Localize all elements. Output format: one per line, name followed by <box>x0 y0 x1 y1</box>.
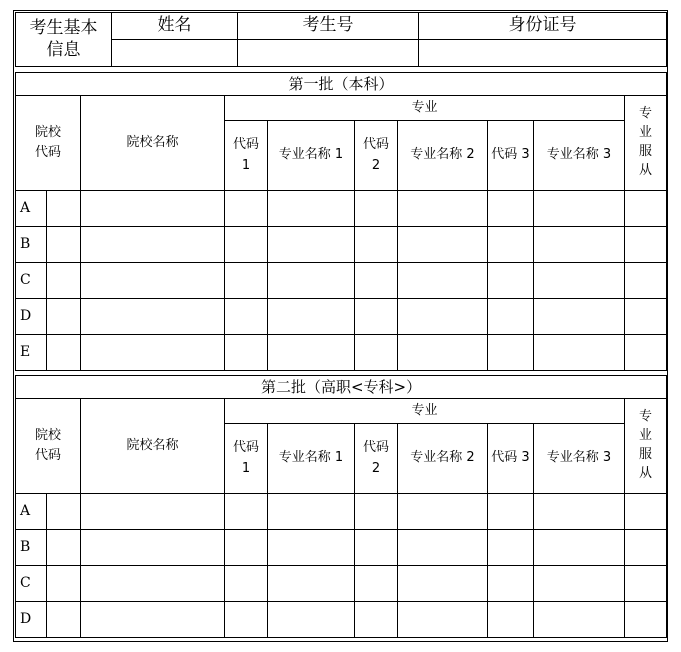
school-code-cell[interactable] <box>47 530 81 566</box>
code2-cell[interactable] <box>355 191 398 227</box>
school-code-cell[interactable] <box>47 566 81 602</box>
batch2-school-code-line2: 代码 <box>34 448 61 463</box>
batch2-major-header: 专业 <box>225 399 625 424</box>
batch1-obey-char-4: 从 <box>639 162 653 178</box>
code2-cell[interactable] <box>355 602 398 638</box>
table-row <box>16 335 667 371</box>
batch2-row-label: C <box>16 566 47 602</box>
batch1-code1-line2: 1 <box>241 157 251 173</box>
basic-info-label-line2: 信息 <box>46 40 81 61</box>
batch1-table <box>15 72 667 371</box>
batch2-title: 第二批（高职<专科>） <box>16 376 667 399</box>
batch2-major-obey-header <box>625 399 667 494</box>
batch1-row-label: E <box>16 335 47 371</box>
batch2-code2-line2: 2 <box>371 460 381 476</box>
basic-info-table <box>15 12 667 67</box>
school-name-cell[interactable] <box>81 494 225 530</box>
code2-cell[interactable] <box>355 227 398 263</box>
batch2-code1-header <box>225 424 268 494</box>
batch1-obey-char-2: 业 <box>639 125 653 141</box>
batch2-code1-line2: 1 <box>241 460 251 476</box>
code1-cell[interactable] <box>225 191 268 227</box>
code1-cell[interactable] <box>225 335 268 371</box>
batch1-code3-header: 代码 3 <box>488 121 534 191</box>
school-name-cell[interactable] <box>81 299 225 335</box>
major1-cell[interactable] <box>268 494 355 530</box>
batch2-obey-char-4: 从 <box>639 465 653 481</box>
code3-cell[interactable] <box>488 566 534 602</box>
batch1-major-header: 专业 <box>225 96 625 121</box>
batch1-code1-header <box>225 121 268 191</box>
code2-cell[interactable] <box>355 263 398 299</box>
batch1-obey-char-3: 服 <box>639 144 653 159</box>
batch2-table <box>15 375 667 638</box>
code3-cell[interactable] <box>488 263 534 299</box>
batch2-major3-header: 专业名称 3 <box>534 424 625 494</box>
major2-cell[interactable] <box>398 566 488 602</box>
batch2-row-label: A <box>16 494 47 530</box>
school-name-cell[interactable] <box>81 602 225 638</box>
school-code-cell[interactable] <box>47 227 81 263</box>
school-name-cell[interactable] <box>81 335 225 371</box>
batch2-obey-char-2: 业 <box>639 428 653 444</box>
major2-cell[interactable] <box>398 530 488 566</box>
code2-cell[interactable] <box>355 566 398 602</box>
code2-cell[interactable] <box>355 494 398 530</box>
school-code-cell[interactable] <box>47 299 81 335</box>
table-row <box>16 263 667 299</box>
table-row <box>16 494 667 530</box>
obey-cell[interactable] <box>625 299 667 335</box>
name-field[interactable] <box>112 40 238 67</box>
major3-cell[interactable] <box>534 566 625 602</box>
code1-cell[interactable] <box>225 566 268 602</box>
code1-cell[interactable] <box>225 299 268 335</box>
major2-cell[interactable] <box>398 299 488 335</box>
major1-cell[interactable] <box>268 263 355 299</box>
major2-cell[interactable] <box>398 494 488 530</box>
batch1-major1-header: 专业名称 1 <box>268 121 355 191</box>
id-number-field[interactable] <box>419 40 667 67</box>
major2-cell[interactable] <box>398 263 488 299</box>
batch1-obey-char-1: 专 <box>639 106 653 122</box>
exam-number-field[interactable] <box>238 40 419 67</box>
batch2-obey-char-3: 服 <box>639 447 653 462</box>
name-header: 姓名 <box>112 13 238 40</box>
batch1-code2-line2: 2 <box>371 157 381 173</box>
major3-cell[interactable] <box>534 299 625 335</box>
batch1-major3-header: 专业名称 3 <box>534 121 625 191</box>
basic-info-label <box>16 13 112 67</box>
batch2-major1-header: 专业名称 1 <box>268 424 355 494</box>
batch1-row-label: D <box>16 299 47 335</box>
major1-cell[interactable] <box>268 566 355 602</box>
school-name-cell[interactable] <box>81 566 225 602</box>
batch2-code1-line1: 代码 <box>232 440 259 456</box>
code3-cell[interactable] <box>488 335 534 371</box>
obey-cell[interactable] <box>625 566 667 602</box>
exam-number-header: 考生号 <box>238 13 419 40</box>
batch1-school-code-line2: 代码 <box>34 145 61 160</box>
code3-cell[interactable] <box>488 191 534 227</box>
major1-cell[interactable] <box>268 335 355 371</box>
code3-cell[interactable] <box>488 602 534 638</box>
major3-cell[interactable] <box>534 602 625 638</box>
major2-cell[interactable] <box>398 191 488 227</box>
obey-cell[interactable] <box>625 335 667 371</box>
batch2-major2-header: 专业名称 2 <box>398 424 488 494</box>
code1-cell[interactable] <box>225 227 268 263</box>
table-row <box>16 602 667 638</box>
school-name-cell[interactable] <box>81 191 225 227</box>
major3-cell[interactable] <box>534 335 625 371</box>
major3-cell[interactable] <box>534 227 625 263</box>
school-code-cell[interactable] <box>47 191 81 227</box>
school-code-cell[interactable] <box>47 494 81 530</box>
code3-cell[interactable] <box>488 299 534 335</box>
batch2-row-label: B <box>16 530 47 566</box>
school-code-cell[interactable] <box>47 263 81 299</box>
batch1-school-code-line1: 院校 <box>34 124 61 140</box>
obey-cell[interactable] <box>625 494 667 530</box>
batch1-title: 第一批（本科） <box>16 73 667 96</box>
batch2-row-label: D <box>16 602 47 638</box>
id-number-header: 身份证号 <box>419 13 667 40</box>
batch1-code1-line1: 代码 <box>232 137 259 153</box>
batch2-obey-char-1: 专 <box>639 409 653 425</box>
major3-cell[interactable] <box>534 191 625 227</box>
batch1-major2-header: 专业名称 2 <box>398 121 488 191</box>
table-row <box>16 227 667 263</box>
batch2-school-name-header: 院校名称 <box>81 399 225 494</box>
major1-cell[interactable] <box>268 602 355 638</box>
school-name-cell[interactable] <box>81 263 225 299</box>
school-name-cell[interactable] <box>81 530 225 566</box>
batch1-row-label: C <box>16 263 47 299</box>
obey-cell[interactable] <box>625 263 667 299</box>
major3-cell[interactable] <box>534 530 625 566</box>
major2-cell[interactable] <box>398 335 488 371</box>
code1-cell[interactable] <box>225 494 268 530</box>
batch1-row-label: A <box>16 191 47 227</box>
batch1-code2-header <box>355 121 398 191</box>
basic-info-label-line1: 考生基本 <box>29 18 98 39</box>
obey-cell[interactable] <box>625 602 667 638</box>
major1-cell[interactable] <box>268 530 355 566</box>
batch2-school-code-header <box>16 399 81 494</box>
batch1-code2-line1: 代码 <box>362 137 389 153</box>
batch1-major-obey-header <box>625 96 667 191</box>
code3-cell[interactable] <box>488 227 534 263</box>
obey-cell[interactable] <box>625 191 667 227</box>
major2-cell[interactable] <box>398 227 488 263</box>
school-name-cell[interactable] <box>81 227 225 263</box>
batch2-code2-header <box>355 424 398 494</box>
table-row <box>16 299 667 335</box>
code1-cell[interactable] <box>225 602 268 638</box>
batch2-code3-header: 代码 3 <box>488 424 534 494</box>
school-code-cell[interactable] <box>47 602 81 638</box>
table-row <box>16 530 667 566</box>
code2-cell[interactable] <box>355 335 398 371</box>
batch1-row-label: B <box>16 227 47 263</box>
code2-cell[interactable] <box>355 299 398 335</box>
table-row <box>16 191 667 227</box>
code1-cell[interactable] <box>225 263 268 299</box>
major1-cell[interactable] <box>268 191 355 227</box>
batch1-school-code-header <box>16 96 81 191</box>
code3-cell[interactable] <box>488 494 534 530</box>
obey-cell[interactable] <box>625 530 667 566</box>
code1-cell[interactable] <box>225 530 268 566</box>
major3-cell[interactable] <box>534 263 625 299</box>
code2-cell[interactable] <box>355 530 398 566</box>
obey-cell[interactable] <box>625 227 667 263</box>
batch2-code2-line1: 代码 <box>362 440 389 456</box>
major3-cell[interactable] <box>534 494 625 530</box>
major2-cell[interactable] <box>398 602 488 638</box>
table-row <box>16 566 667 602</box>
school-code-cell[interactable] <box>47 335 81 371</box>
major1-cell[interactable] <box>268 227 355 263</box>
batch2-school-code-line1: 院校 <box>34 427 61 443</box>
major1-cell[interactable] <box>268 299 355 335</box>
batch1-school-name-header: 院校名称 <box>81 96 225 191</box>
code3-cell[interactable] <box>488 530 534 566</box>
